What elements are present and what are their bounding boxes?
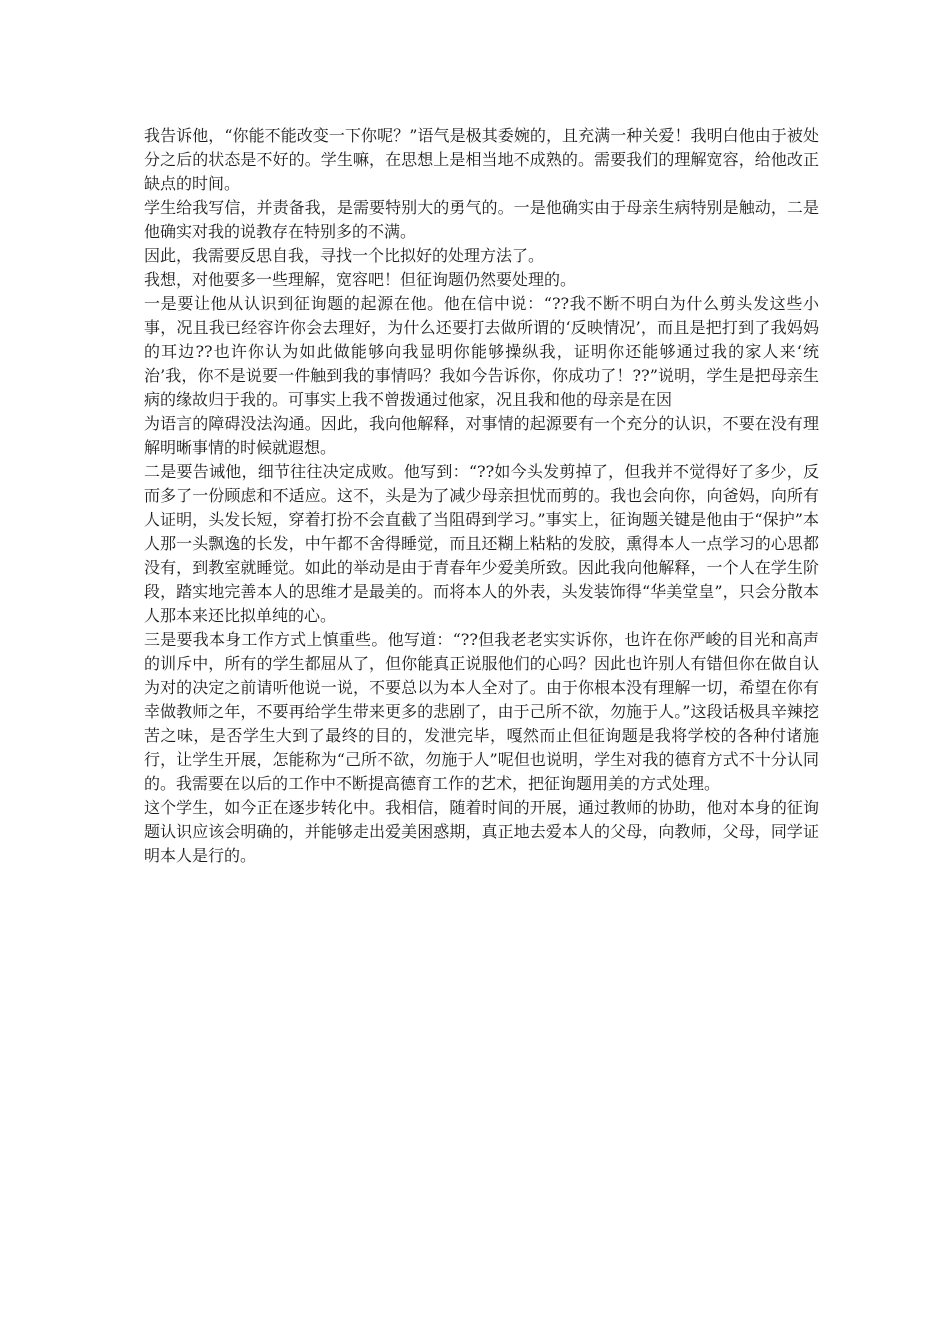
paragraph-5: 一是要让他从认识到征询题的起源在他。他在信中说：“??我不断不明白为什么剪头发这些小事，况且我已经容许你会去理好，为什么还要打去做所谓的‘反映情况’，而且是把打到了我妈妈的耳边??也许你认为如此做能够向我显明你能够操纵我，证明你还能够通过我的家人来‘统治’我，你不是说要一件触到我的事情吗？我如今告诉你，你成功了！??”说明，学生是把母亲生病的缘故归于我的。可事实上我不曾拨通过他家，况且我和他的母亲是在因 xyxy=(144,294,819,409)
paragraph-3: 因此，我需要反思自我，寻找一个比拟好的处理方法了。 xyxy=(144,246,545,265)
paragraph-6: 为语言的障碍没法沟通。因此，我向他解释，对事情的起源要有一个充分的认识，不要在没有理解明晰事情的时候就遐想。 xyxy=(144,414,819,457)
paragraph-2: 学生给我写信，并责备我，是需要特别大的勇气的。一是他确实由于母亲生病特别是触动，二是他确实对我的说教存在特别多的不满。 xyxy=(144,198,819,241)
paragraph-1: 我告诉他，“你能不能改变一下你呢？”语气是极其委婉的，且充满一种关爱！我明白他由于被处分之后的状态是不好的。学生嘛，在思想上是相当地不成熟的。需要我们的理解宽容，给他改正缺点的时间。 xyxy=(144,126,819,193)
document-body xyxy=(144,124,819,868)
paragraph-9: 这个学生，如今正在逐步转化中。我相信，随着时间的开展，通过教师的协助，他对本身的征询题认识应该会明确的，并能够走出爱美困惑期，真正地去爱本人的父母，向教师，父母，同学证明本人是行的。 xyxy=(144,798,819,865)
paragraph-7: 二是要告诫他，细节往往决定成败。他写到：“??如今头发剪掉了，但我并不觉得好了多少，反而多了一份顾虑和不适应。这不，头是为了减少母亲担忧而剪的。我也会向你，向爸妈，向所有人证明，头发长短，穿着打扮不会直截了当阻碍到学习。”事实上，征询题关键是他由于“保护”本人那一头飘逸的长发，中午都不舍得睡觉，而且还糊上粘粘的发胶，熏得本人一点学习的心思都没有，到教室就睡觉。如此的举动是由于青春年少爱美所致。因此我向他解释，一个人在学生阶段，踏实地完善本人的思维才是最美的。而将本人的外表，头发装饰得“华美堂皇”，只会分散本人那本来还比拟单纯的心。 xyxy=(144,462,819,625)
paragraph-4: 我想，对他要多一些理解，宽容吧！但征询题仍然要处理的。 xyxy=(144,270,577,289)
paragraph-8: 三是要我本身工作方式上慎重些。他写道：“??但我老老实实诉你，也许在你严峻的目光和高声的训斥中，所有的学生都屈从了，但你能真正说服他们的心吗？因此也许别人有错但你在做自认为对的决定之前请听他说一说，不要总以为本人全对了。由于你根本没有理解一切，希望在你有幸做教师之年，不要再给学生带来更多的悲剧了，由于己所不欲，勿施于人。”这段话极具辛辣挖苦之味，是否学生大到了最终的目的，发泄完毕，嘎然而止但征询题是我将学校的各种付诸施行，让学生开展，怎能称为“己所不欲，勿施于人”呢但也说明，学生对我的德育方式不十分认同的。我需要在以后的工作中不断提高德育工作的艺术，把征询题用美的方式处理。 xyxy=(144,630,819,793)
